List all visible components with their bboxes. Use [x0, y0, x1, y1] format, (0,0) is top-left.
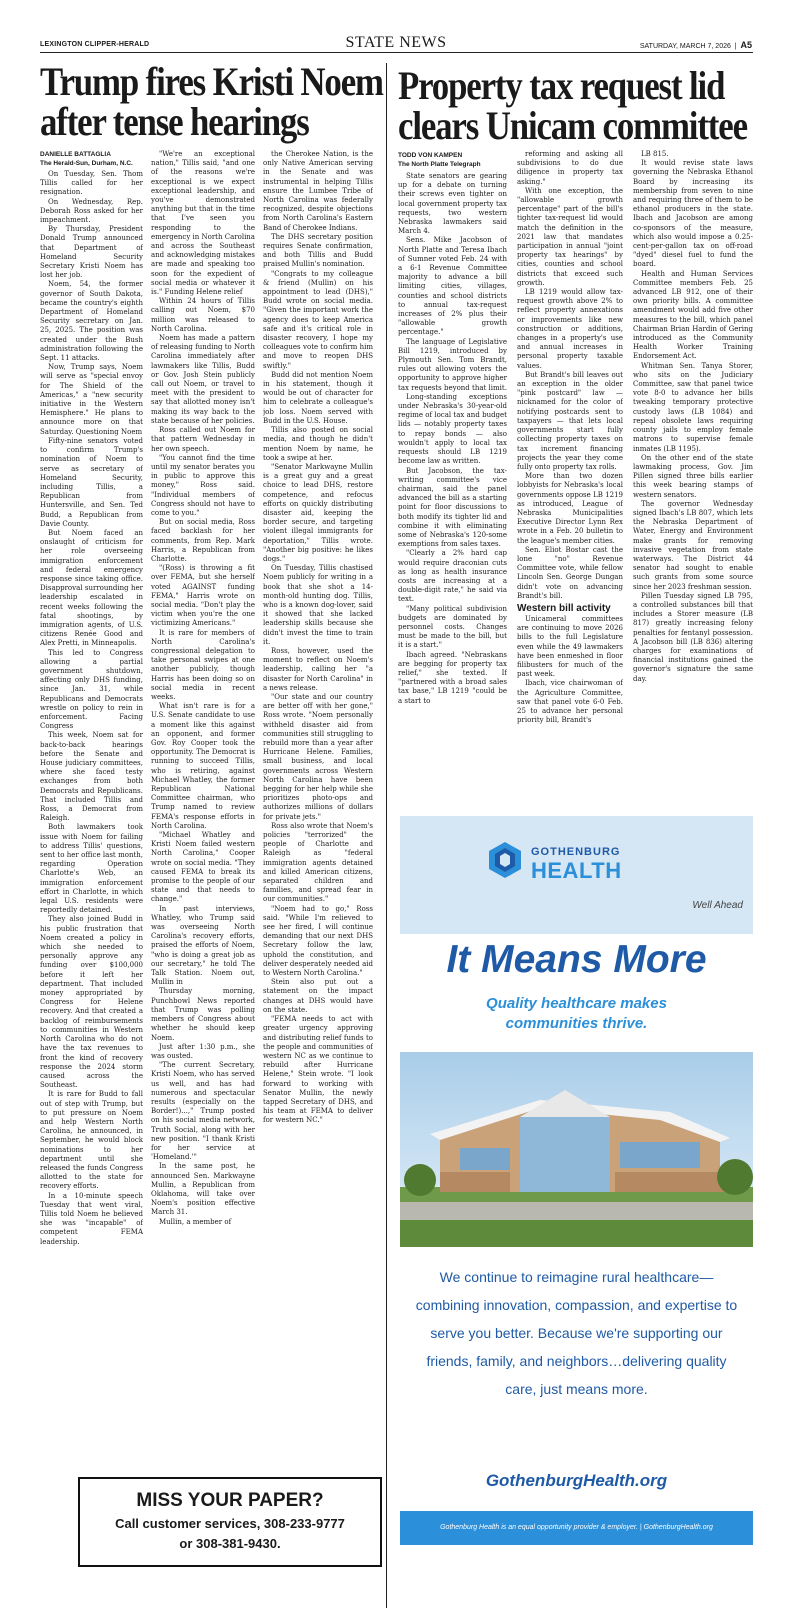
- ad-logo-line1: GOTHENBURG: [531, 846, 621, 858]
- article2-column-3: [633, 150, 753, 797]
- section-title: STATE NEWS: [345, 34, 447, 51]
- paragraph: Budd did not mention Noem in his statement, though it would be out of character for him to celebrate a colleague's job loss. Noem served with Budd in the U.S. House.: [263, 370, 373, 425]
- paragraph: The governor Wednesday signed Ibach's LB 807, which lets the Nebraska Department of Water, Energy and Environment make grants for removing invasive vegetation from state waterways. The District 44 senator had sought to enable such grants from some source since her 2023 freshman session.: [633, 499, 753, 591]
- article1-headline: [40, 59, 383, 144]
- paragraph: What isn't rare is for a U.S. Senate candidate to use a moment like this against an opponent, and former Gov. Roy Cooper took the opportunity. The Democrat is running to succeed Tillis, who is retiring, against Michael Whatley, the former Republican National Committee chairman, who Trump named to review FEMA's response efforts in North Carolina.: [151, 702, 255, 830]
- paragraph: But Brandt's bill leaves out an exception in the older "pink postcard" law — nicknamed for the color of notifying postcards sent to taxpayers — that lets local governments start fully collecting property taxes on tax increment financing projects the year they come fully onto property tax rolls.: [517, 370, 623, 471]
- paragraph: But on social media, Ross faced backlash for her comments, from Rep. Mark Harris, a Republican from Charlotte.: [151, 518, 255, 563]
- paragraph: "You cannot find the time until my senator berates you in public to approve this money," Ross said. "Individual members of Congress should not have to come to you.": [151, 453, 255, 517]
- paragraph: "Many political subdivision budgets are dominated by personnel costs. Changes must be made to the bill, but it is a start.": [398, 604, 507, 650]
- ad-footer: Gothenburg Health is an equal opportunity provider & employer. | GothenburgHealth.org: [400, 1511, 753, 1545]
- paragraph: On Tuesday, Tillis chastised Noem publicly for writing in a book that she shot a 14-month-old hunting dog. Tillis, who is a known dog-lover, said it showed that she lacked leadership skills because she didn't invest the time to train it.: [263, 564, 373, 646]
- article1-author: DANIELLE BATTAGLIA: [40, 151, 111, 158]
- issue-date: SATURDAY, MARCH 7, 2026: [639, 43, 731, 50]
- paragraph: Now, Trump says, Noem will serve as "special envoy for The Shield of the Americas," a "new security initiative in the Western Hemisphere." He plans to announce more on that Saturday. Questioning Noem: [40, 363, 143, 436]
- paragraph: "Clearly a 2% hard cap would require draconian cuts as long as health insurance costs are increasing at a double-digit rate," he said via text.: [398, 549, 507, 604]
- paragraph: "Congrats to my colleague & friend (Mullin) on his appointment to lead (DHS)," Budd wrote on social media. "Given the important work the agency does to keep America safe and it's critical role in disaster recovery, I hope my colleagues vote to confirm him and move to reopen DHS swiftly.": [263, 269, 373, 370]
- article1-headline-line2: after tense hearings: [40, 99, 309, 144]
- ad-tagline: Well Ahead: [692, 900, 743, 911]
- paragraph: State senators are gearing up for a debate on turning their screws even tighter on local government property tax requests, two western Nebraska lawmakers said March 4.: [398, 172, 507, 236]
- paragraph: Just after 1:30 p.m., she was ousted.: [151, 1042, 255, 1060]
- article1-outlet: The Herald-Sun, Durham, N.C.: [40, 160, 133, 167]
- paragraph: Ibach, vice chairwoman of the Agriculture Committee, saw that panel vote 6-0 Feb. 25 to advance her personal priority bill, Brandt's: [517, 679, 623, 725]
- paragraph: More than two dozen lobbyists for Nebraska's local governments oppose LB 1219 as introduced, League of Nebraska Municipalities Executive Director Lynn Rex wrote in a Feb. 20 bulletin to the league's member cities.: [517, 472, 623, 545]
- promo-phone-line2: or 308-381-9430.: [179, 1536, 281, 1551]
- article1-column-3: [263, 150, 373, 1458]
- paragraph: It would revise state laws governing the Nebraska Ethanol Board by increasing its membership from seven to nine and requiring three of them to be ethanol producers in the state. Ibach and Jacobson are among co-sponsors of the measure, which also would impose a 0.25-cent-per-gallon tax on off-road "dyed" diesel fuel to fund the board.: [633, 159, 753, 269]
- paragraph: The DHS secretary position requires Senate confirmation, and both Tillis and Budd praised Mullin's nomination.: [263, 232, 373, 269]
- paragraph: Noem, 54, the former governor of South Dakota, became the country's eighth Department of Homeland Security secretary on Jan. 25, 2025. The position was created under the Bush administration following the Sept. 11 attacks.: [40, 280, 143, 363]
- paragraph: Unicameral committees are continuing to move 2026 bills to the full Legislature even while the 49 lawmakers have been enmeshed in floor filibusters for much of the past week.: [517, 614, 623, 679]
- gothenburg-health-ad[interactable]: [400, 816, 753, 1619]
- header-rule: [40, 52, 753, 53]
- paragraph: This led to Congress allowing a partial government shutdown, affecting only DHS funding, since Jan. 31, while Republicans and Democrats wrestle on policy to rein in enforcement. Facing Congress: [40, 648, 143, 731]
- promo-title: MISS YOUR PAPER?: [136, 1490, 324, 1511]
- paragraph: Ross, however, used the moment to reflect on Noem's leadership, calling her "a disaster for North Carolina" in a news release.: [263, 646, 373, 692]
- ad-logo: [485, 840, 622, 885]
- paragraph: This week, Noem sat for back-to-back hearings before the Senate and House judiciary committees, where she faced testy exchanges from both Democrats and Republicans. That included Tillis and Ross, a Democrat from Raleigh.: [40, 731, 143, 823]
- article2-outlet: The North Platte Telegraph: [398, 161, 481, 168]
- ad-headline: It Means More: [446, 938, 707, 981]
- article2-author: TODD VON KAMPEN: [398, 152, 463, 159]
- paragraph: In the same post, he announced Sen. Markwayne Mullin, a Republican from Oklahoma, will take over Noem's position effective March 31.: [151, 1162, 255, 1217]
- article2-headline: [398, 63, 747, 148]
- paragraph: But Jacobson, the tax-writing committee's vice chairman, said the panel advanced the bill as a starting point for floor discussions to both modify its tighter lid and combine it with eliminating some of Nebraska's 120-some exemptions from sales taxes.: [398, 466, 507, 549]
- paragraph: Fifty-nine senators voted to confirm Trump's nomination of Noem to serve as secretary of Homeland Security, including Tillis, a Republican from Huntersville, and Sen. Ted Budd, a Republican from Davie County.: [40, 436, 143, 528]
- paragraph: "Noem had to go," Ross said. "While I'm relieved to see her fired, I will continue demanding that our next DHS Secretary follow the law, uphold the constitution, and deliver desperately needed aid to Western North Carolina.": [263, 904, 373, 978]
- ad-subheadline-line1: Quality healthcare makes: [486, 995, 667, 1012]
- paragraph: On Tuesday, Sen. Thom Tillis called for her resignation.: [40, 170, 143, 197]
- paragraph: Pillen Tuesday signed LB 795, a controlled substances bill that includes a Storer measure (LB 817) greatly increasing felony penalties for fentanyl possession. A Jacobson bill (LB 836) altering charges for examinations of financial institutions gained the governor's signature the same day.: [633, 591, 753, 683]
- hospital-building-photo: [400, 1052, 753, 1247]
- paragraph: Tillis also posted on social media, and though he didn't mention Noem by name, he took a swipe at her.: [263, 426, 373, 462]
- paragraph: Health and Human Services Committee members Feb. 25 advanced LB 912, one of their own priority bills. A committee amendment would add five other measures to the bill, which panel Chairman Brian Hardin of Gering introduced as the Community Health Worker Training Endorsement Act.: [633, 269, 753, 361]
- article2-byline: [398, 151, 481, 169]
- article2-headline-line2: clears Unicam committee: [398, 103, 747, 148]
- column-divider: [386, 63, 387, 1608]
- paragraph: reforming and asking all subdivisions to do due diligence in property tax asking.": [517, 150, 623, 186]
- paragraph: Ross called out Noem for that pattern Wednesday in her own speech.: [151, 426, 255, 453]
- paragraph: Stein also put out a statement on the impact changes at DHS would have on the state.: [263, 978, 373, 1014]
- paragraph: "We're an exceptional nation," Tillis said, "and one of the reasons we're exceptional is we expect exceptional leadership, and you've demonstrated anything but that in the time that I've seen you responding to the emergency in North Carolina and across the Southeast and acknowledging mistakes are made and speaking too soon for the expedient of social media or whatever it is." Funding Helene relief: [151, 150, 255, 297]
- miss-your-paper-box: [78, 1477, 382, 1567]
- paragraph: Both lawmakers took issue with Noem for failing to address Tillis' questions, sent to her office last month, regarding Operation Charlotte's Web, an immigration enforcement effort in Charlotte, in which legal U.S. residents were reportedly detained.: [40, 823, 143, 915]
- paragraph: It is rare for members of North Carolina's congressional delegation to take personal swipes at one another publicly, though Harris has been doing so on social media in recent weeks.: [151, 628, 255, 701]
- article2-column-1: [398, 172, 507, 797]
- paragraph: LB 1219 would allow tax-request growth above 2% to reflect property annexations or improvements like new construction or additions, changes in a property's use and annual increases in personal property taxable values.: [517, 288, 623, 370]
- article2-column-2: [517, 150, 623, 797]
- article1-headline-line1: Trump fires Kristi Noem: [40, 59, 383, 104]
- paragraph: On the other end of the state lawmaking process, Gov. Jim Pillen signed three bills earlier this week bearing stamps of western senators.: [633, 453, 753, 499]
- paragraph: The language of Legislative Bill 1219, introduced by Plymouth Sen. Tom Brandt, rules out allowing voters the opportunity to approve higher tax requests beyond that limit.: [398, 337, 507, 392]
- paragraph: It is rare for Budd to fall out of step with Trump, but to put pressure on Noem and help Western North Carolina, he announced, in September, he would block nominations to her department until she released the funds Congress allotted to the state for recovery efforts.: [40, 1090, 143, 1191]
- paragraph: "Michael Whatley and Kristi Noem failed western North Carolina," Cooper wrote on social media. "They caused FEMA to break its promise to the people of our state and that needs to change.": [151, 831, 255, 904]
- paragraph: By Thursday, President Donald Trump announced that Department of Homeland Security Secretary Kristi Noem has lost her job.: [40, 225, 143, 280]
- paragraph: On Wednesday, Rep. Deborah Ross asked for her impeachment.: [40, 197, 143, 225]
- paragraph: Whitman Sen. Tanya Storer, who sits on the Judiciary Committee, saw that panel twice vote 8-0 to advance her bills tweaking temporary protective custody laws (LB 1084) and repeal obsolete laws requiring county jails to employ female matrons to supervise female inmates (LB 1195).: [633, 361, 753, 453]
- article1-column-2: [151, 150, 255, 1458]
- paragraph: Long-standing exceptions under Nebraska's 30-year-old regime of local tax and budget lids — notably property taxes to repay bonds — also wouldn't apply to local tax requests should LB 1219 become law as written.: [398, 392, 507, 466]
- gothenburg-health-logo-icon: [485, 840, 525, 880]
- paragraph: With one exception, the "allowable growth percentage" part of the bill's tighter tax-request lid would match the definition in the 2021 law that mandates participation in annual "joint property tax hearings" by cities, counties and school districts that exceed such growth.: [517, 186, 623, 287]
- article1-byline: [40, 150, 133, 168]
- article1-column-1: [40, 170, 143, 1458]
- paragraph: But Noem faced an onslaught of criticism for her role overseeing immigration enforcement and federal emergency response since taking office. Disapproval surrounding her leadership escalated in recent weeks following the fatal shootings, by immigration agents, of U.S. citizens Renée Good and Alex Pretti, in Minneapolis.: [40, 528, 143, 648]
- paragraph: In a 10-minute speech Tuesday that went viral, Tillis told Noem he believed she was "incapable" of competent FEMA leadership.: [40, 1191, 143, 1246]
- page-number: A5: [740, 40, 752, 50]
- paragraph: Noem has made a pattern of releasing funding to North Carolina immediately after lawmakers like Tillis, Budd or Gov. Josh Stein publicly call out Noem, or travel to meet with the president to say that allotted money isn't making its way back to the state because of her policies.: [151, 334, 255, 425]
- paper-name: LEXINGTON CLIPPER-HERALD: [40, 41, 150, 48]
- issue-date-page: SATURDAY, MARCH 7, 2026 | A5: [639, 40, 752, 50]
- ad-subheadline-line2: communities thrive.: [505, 1015, 648, 1032]
- subhead-western-bill-activity: Western bill activity: [517, 602, 611, 614]
- paragraph: Ibach agreed. "Nebraskans are begging for property tax relief," she texted. If "partnered with a broad sales tax base," LB 1219 "could be a start to: [398, 650, 507, 705]
- paragraph: Mullin, a member of: [159, 1217, 232, 1226]
- paragraph: In past interviews, Whatley, who Trump said was overseeing North Carolina's recovery efforts, praised the efforts of Noem, "who is doing a great job as our secretary," he told The Talk Station. Noem out, Mullin in: [151, 904, 255, 987]
- paragraph: Ross also wrote that Noem's policies "terrorized" the people of Charlotte and Raleigh as "federal immigration agents detained and killed American citizens, separated children and families, and spread fear in our communities.": [263, 821, 373, 904]
- ad-logo-line2: HEALTH: [531, 858, 622, 883]
- ad-body-text: We continue to reimagine rural healthcare—combining innovation, compassion, and expertise to serve you better. Because we're supporting our friends, family, and neighbors…delivering quality care, just means more.: [415, 1269, 738, 1397]
- paragraph: the Cherokee Nation, is the only Native American serving in the Senate and was instrumental in helping Tillis ensure the Lumbee Tribe of North Carolina was federally recognized, despite objections from North Carolina's Eastern Band of Cherokee Indians.: [263, 150, 373, 232]
- ad-website-link[interactable]: GothenburgHealth.org: [485, 1471, 668, 1490]
- paragraph: "The current Secretary, Kristi Noem, who has served us well, and has had numerous and spectacular results (especially on the Border!)...," Trump posted on his social media network, Truth Social, along with her new position. "I thank Kristi for her service at 'Homeland.'": [151, 1061, 255, 1162]
- paragraph: Thursday morning, Punchbowl News reported that Trump was polling members of Congress about whether he should keep Noem.: [151, 987, 255, 1042]
- paragraph: "Senator Markwayne Mullin is a great guy and a great choice to lead DHS, restore competence, and refocus efforts on quickly distributing disaster aid, keeping the border secure, and targeting violent illegal immigrants for deportation," Tillis wrote. "Another big positive: he likes dogs.": [263, 462, 373, 563]
- paragraph: "FEMA needs to act with greater urgency approving and distributing relief funds to the people and communities of western NC as we continue to rebuild after Hurricane Helene," Stein wrote. "I look forward to working with Senator Mullin, the newly tapped Secretary of DHS, and his team at FEMA to deliver for western NC.": [263, 1015, 373, 1125]
- paragraph: Sens. Mike Jacobson of North Platte and Teresa Ibach of Sumner voted Feb. 24 with a 6-1 Revenue Committee majority to advance a bill limiting cities, villages, counties and school districts to annual tax-request increases of 2% plus their "allowable growth percentage.": [398, 236, 507, 337]
- paragraph: "(Ross) is throwing a fit over FEMA, but she herself voted AGAINST funding FEMA," Harris wrote on social media. "Don't play the victim when you're the one victimizing Americans.": [151, 564, 255, 628]
- paragraph: LB 815.: [641, 150, 669, 158]
- promo-phone-line1: Call customer services, 308-233-9777: [115, 1516, 345, 1531]
- paragraph: Sen. Eliot Bostar cast the lone "no" Revenue Committee vote, while fellow Lincoln Sen. George Dungan didn't vote on advancing Brandt's bill.: [517, 545, 623, 600]
- article2-headline-line1: Property tax request lid: [398, 63, 725, 108]
- paragraph: Within 24 hours of Tillis calling out Noem, $70 million was released to North Carolina.: [151, 297, 255, 333]
- paragraph: "Our state and our country are better off with her gone," Ross wrote. "Noem personally withheld disaster aid from communities still struggling to rebuild more than a year after Hurricane Helene. Families, small business, and local governments across Western North Carolina have been begging for her help while she prioritizes photo-ops and authorizes millions of dollars for private jets.": [263, 692, 373, 821]
- paragraph: They also joined Budd in his public frustration that Noem created a policy in which she needed to personally approve any funding over $100,000 before it left her department. That included money appropriated by Congress for Helene recovery. And that created a backlog of reimbursements to communities in Western North Carolina who do not have the tax revenues to front the kind of recovery response the 2024 storm caused across the Southeast.: [40, 915, 143, 1090]
- ad-subheadline: [400, 994, 753, 1034]
